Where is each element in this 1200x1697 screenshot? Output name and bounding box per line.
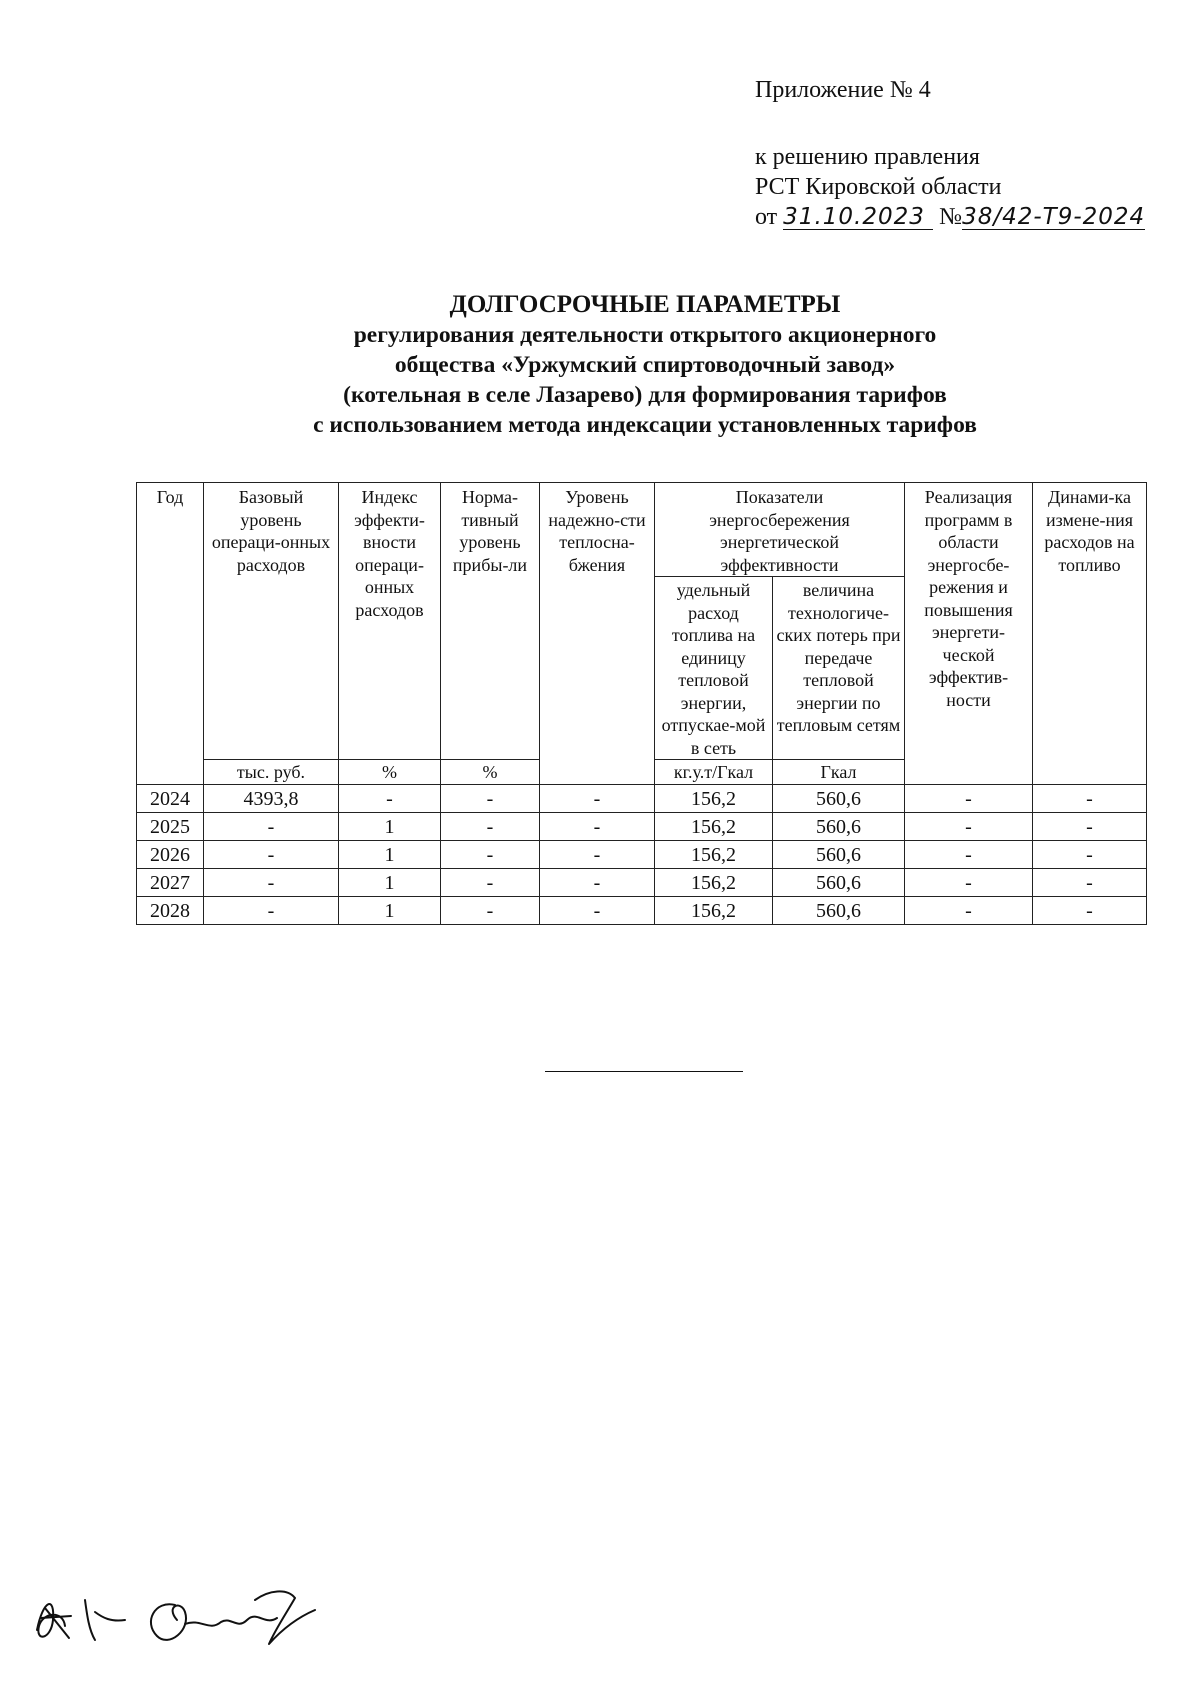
unit-losses: Гкал bbox=[773, 760, 905, 785]
cell-efficiency-index: 1 bbox=[339, 841, 441, 869]
cell-year: 2024 bbox=[137, 785, 204, 813]
title-line-1: ДОЛГОСРОЧНЫЕ ПАРАМЕТРЫ bbox=[449, 291, 841, 318]
cell-reliability: - bbox=[540, 785, 655, 813]
cell-programs: - bbox=[905, 841, 1033, 869]
cell-fuel-rate: 156,2 bbox=[655, 841, 773, 869]
cell-programs: - bbox=[905, 813, 1033, 841]
header-year: Год bbox=[137, 483, 204, 785]
title-line-5: с использованием метода индексации установленных тарифов bbox=[313, 412, 977, 438]
header-reliability: Уровень надежно-сти теплосна-бжения bbox=[540, 483, 655, 785]
cell-year: 2027 bbox=[137, 869, 204, 897]
cell-fuel-rate: 156,2 bbox=[655, 785, 773, 813]
cell-fuel-dynamics: - bbox=[1033, 897, 1147, 925]
handwritten-signature bbox=[25, 1560, 325, 1650]
cell-fuel-dynamics: - bbox=[1033, 785, 1147, 813]
number-prefix: № bbox=[939, 204, 963, 230]
cell-year: 2026 bbox=[137, 841, 204, 869]
cell-reliability: - bbox=[540, 813, 655, 841]
header-programs: Реализация программ в области энергосбе-режения и повышения энергети-ческой эффектив-ности bbox=[905, 483, 1033, 785]
cell-fuel-dynamics: - bbox=[1033, 841, 1147, 869]
cell-fuel-dynamics: - bbox=[1033, 869, 1147, 897]
cell-losses: 560,6 bbox=[773, 813, 905, 841]
cell-year: 2025 bbox=[137, 813, 204, 841]
cell-fuel-rate: 156,2 bbox=[655, 813, 773, 841]
decision-date: 31.10.2023 bbox=[783, 205, 933, 230]
cell-efficiency-index: - bbox=[339, 785, 441, 813]
header-losses: величина технологиче-ских потерь при передаче тепловой энергии по тепловым сетям bbox=[773, 577, 905, 760]
cell-normative-profit: - bbox=[441, 869, 540, 897]
cell-base-opex: - bbox=[204, 813, 339, 841]
title-line-4: (котельная в селе Лазарево) для формирования тарифов bbox=[343, 382, 947, 408]
appendix-label: Приложение № 4 bbox=[755, 77, 931, 103]
header-energy-group: Показатели энергосбережения энергетической эффективности bbox=[655, 483, 905, 577]
cell-losses: 560,6 bbox=[773, 897, 905, 925]
cell-reliability: - bbox=[540, 869, 655, 897]
cell-fuel-rate: 156,2 bbox=[655, 869, 773, 897]
cell-year: 2028 bbox=[137, 897, 204, 925]
cell-programs: - bbox=[905, 869, 1033, 897]
cell-base-opex: 4393,8 bbox=[204, 785, 339, 813]
cell-fuel-dynamics: - bbox=[1033, 813, 1147, 841]
title-line-3: общества «Уржумский спиртоводочный завод» bbox=[394, 352, 896, 378]
parameters-table bbox=[136, 482, 1147, 925]
header-efficiency-index: Индекс эффекти-вности операци-онных расходов bbox=[339, 483, 441, 760]
table-row bbox=[137, 813, 1147, 841]
cell-base-opex: - bbox=[204, 897, 339, 925]
end-separator-line bbox=[545, 1071, 743, 1072]
decision-number: 38/42-Т9-2024 bbox=[962, 204, 1146, 230]
header-fuel-rate: удельный расход топлива на единицу тепловой энергии, отпускае-мой в сеть bbox=[655, 577, 773, 760]
unit-base-opex: тыс. руб. bbox=[204, 760, 339, 785]
title-line-2: регулирования деятельности открытого акционерного bbox=[353, 322, 937, 348]
cell-efficiency-index: 1 bbox=[339, 897, 441, 925]
decision-date-line bbox=[755, 202, 1145, 232]
document-title bbox=[130, 290, 1160, 440]
cell-reliability: - bbox=[540, 897, 655, 925]
decision-reference bbox=[755, 142, 1145, 232]
table-row bbox=[137, 897, 1147, 925]
decision-line-1: к решению правления bbox=[755, 144, 980, 170]
table-row bbox=[137, 785, 1147, 813]
cell-losses: 560,6 bbox=[773, 869, 905, 897]
date-prefix: от bbox=[755, 204, 778, 230]
cell-efficiency-index: 1 bbox=[339, 869, 441, 897]
cell-base-opex: - bbox=[204, 841, 339, 869]
header-base-opex: Базовый уровень операци-онных расходов bbox=[204, 483, 339, 760]
cell-normative-profit: - bbox=[441, 785, 540, 813]
cell-losses: 560,6 bbox=[773, 785, 905, 813]
unit-fuel-rate: кг.у.т/Гкал bbox=[655, 760, 773, 785]
cell-reliability: - bbox=[540, 841, 655, 869]
table-row bbox=[137, 841, 1147, 869]
cell-programs: - bbox=[905, 785, 1033, 813]
cell-programs: - bbox=[905, 897, 1033, 925]
cell-normative-profit: - bbox=[441, 897, 540, 925]
table-header-row bbox=[137, 483, 1147, 577]
cell-losses: 560,6 bbox=[773, 841, 905, 869]
header-fuel-dynamics: Динами-ка измене-ния расходов на топливо bbox=[1033, 483, 1147, 785]
cell-fuel-rate: 156,2 bbox=[655, 897, 773, 925]
header-normative-profit: Норма-тивный уровень прибы-ли bbox=[441, 483, 540, 760]
cell-base-opex: - bbox=[204, 869, 339, 897]
table-row bbox=[137, 869, 1147, 897]
cell-normative-profit: - bbox=[441, 841, 540, 869]
decision-line-2: РСТ Кировской области bbox=[755, 174, 1002, 200]
cell-efficiency-index: 1 bbox=[339, 813, 441, 841]
cell-normative-profit: - bbox=[441, 813, 540, 841]
unit-efficiency-index: % bbox=[339, 760, 441, 785]
unit-normative-profit: % bbox=[441, 760, 540, 785]
